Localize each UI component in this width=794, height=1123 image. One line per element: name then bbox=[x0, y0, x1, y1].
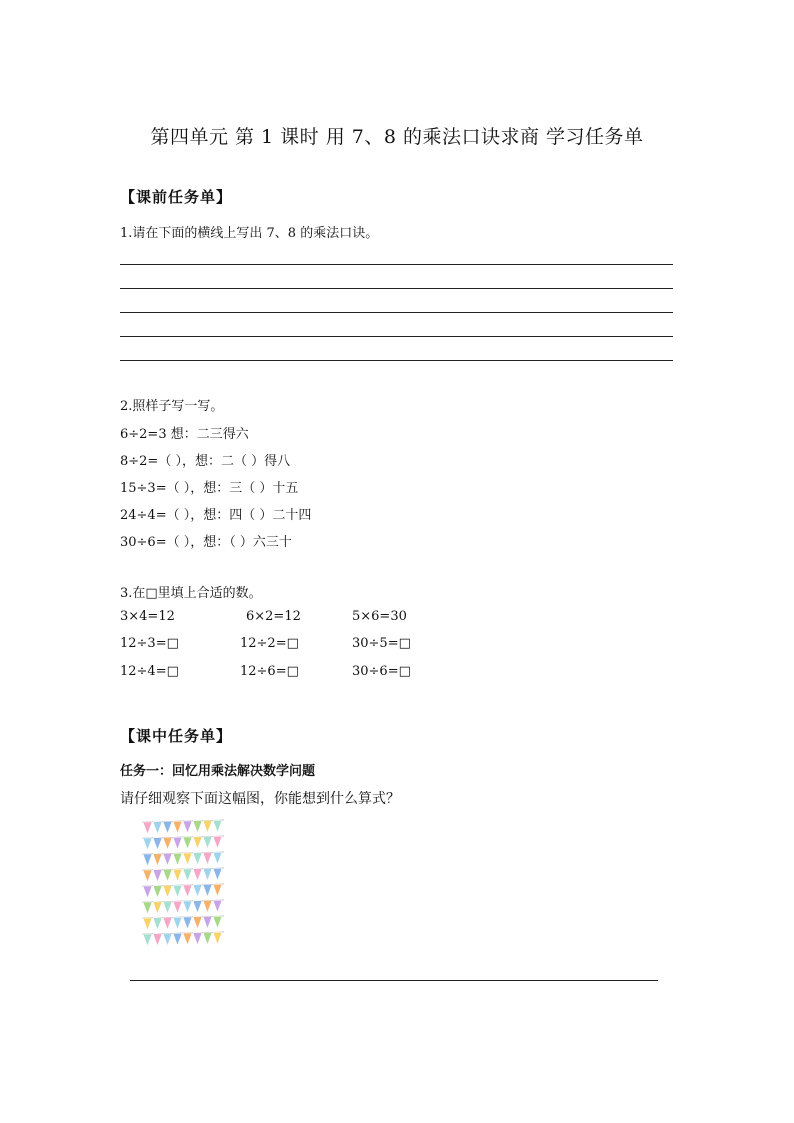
answer-line[interactable] bbox=[120, 264, 673, 265]
q2-line[interactable]: 15÷3=（ ），想：三（ ）十五 bbox=[120, 481, 299, 496]
bunting-flag bbox=[173, 853, 182, 865]
bunting-flag bbox=[153, 838, 162, 850]
bunting-flag bbox=[173, 821, 182, 833]
question-3: 3.在□里填上合适的数。 bbox=[120, 586, 262, 601]
in-class-heading: 【课中任务单】 bbox=[120, 727, 233, 745]
bunting-flag bbox=[183, 917, 192, 929]
answer-line[interactable] bbox=[130, 980, 658, 981]
bunting-flag bbox=[213, 932, 222, 944]
answer-line[interactable] bbox=[120, 336, 673, 337]
question-1: 1.请在下面的横线上写出 7、8 的乘法口诀。 bbox=[120, 226, 379, 241]
q3-cell[interactable]: 30÷5=□ bbox=[352, 636, 411, 651]
q3-cell: 6×2=12 bbox=[246, 609, 301, 624]
bunting-flag bbox=[143, 934, 152, 946]
bunting-flag bbox=[183, 869, 192, 881]
bunting-flag bbox=[183, 821, 192, 833]
bunting-flag bbox=[143, 870, 152, 882]
bunting-flag bbox=[203, 933, 212, 945]
bunting-flag bbox=[213, 852, 222, 864]
bunting-flag bbox=[183, 901, 192, 913]
bunting-flag bbox=[163, 822, 172, 834]
bunting-flag bbox=[183, 885, 192, 897]
bunting-flag bbox=[203, 869, 212, 881]
bunting-flag bbox=[163, 854, 172, 866]
answer-line[interactable] bbox=[120, 360, 673, 361]
bunting-flag bbox=[143, 902, 152, 914]
bunting-flag bbox=[183, 933, 192, 945]
q3-cell[interactable]: 12÷4=□ bbox=[120, 664, 179, 679]
task1-prompt: 请仔细观察下面这幅图，你能想到什么算式？ bbox=[120, 791, 400, 807]
bunting-string bbox=[142, 868, 224, 882]
bunting-flag bbox=[173, 837, 182, 849]
bunting-flag bbox=[203, 901, 212, 913]
bunting-flag bbox=[143, 854, 152, 866]
bunting-flag bbox=[213, 836, 222, 848]
bunting-flag bbox=[163, 870, 172, 882]
bunting-flag bbox=[163, 838, 172, 850]
bunting-flag bbox=[213, 884, 222, 896]
bunting-string bbox=[142, 852, 224, 866]
bunting-flag bbox=[173, 901, 182, 913]
bunting-flag bbox=[193, 837, 202, 849]
bunting-flag bbox=[153, 854, 162, 866]
q2-line[interactable]: 8÷2=（ ），想：二（ ）得八 bbox=[120, 454, 291, 469]
q3-cell[interactable]: 12÷6=□ bbox=[240, 664, 299, 679]
bunting-flag bbox=[163, 918, 172, 930]
bunting-flag bbox=[143, 918, 152, 930]
bunting-flag bbox=[213, 820, 222, 832]
q2-line[interactable]: 24÷4=（ ），想：四（ ）二十四 bbox=[120, 508, 312, 523]
bunting-flag bbox=[213, 868, 222, 880]
bunting-flag bbox=[153, 822, 162, 834]
bunting-flag bbox=[173, 869, 182, 881]
bunting-flag bbox=[173, 917, 182, 929]
bunting-flag bbox=[163, 902, 172, 914]
bunting-flag bbox=[183, 853, 192, 865]
q3-cell[interactable]: 12÷2=□ bbox=[240, 636, 299, 651]
bunting-flag bbox=[153, 918, 162, 930]
bunting-flag bbox=[163, 934, 172, 946]
task1-title: 任务一：回忆用乘法解决数学问题 bbox=[120, 764, 316, 779]
bunting-flag bbox=[193, 869, 202, 881]
bunting-flag bbox=[213, 900, 222, 912]
bunting-flag bbox=[153, 870, 162, 882]
pre-class-heading: 【课前任务单】 bbox=[120, 188, 233, 206]
bunting-flag bbox=[183, 837, 192, 849]
q3-cell: 3×4=12 bbox=[120, 609, 175, 624]
bunting-flag bbox=[193, 901, 202, 913]
answer-line[interactable] bbox=[120, 312, 673, 313]
bunting-string bbox=[142, 884, 224, 898]
bunting-flag bbox=[163, 886, 172, 898]
question-2: 2.照样子写一写。 bbox=[120, 399, 224, 414]
q2-line[interactable]: 30÷6=（ ），想：（ ）六三十 bbox=[120, 535, 292, 550]
bunting-flag bbox=[143, 886, 152, 898]
bunting-flag bbox=[203, 821, 212, 833]
bunting-string bbox=[142, 836, 224, 850]
q3-cell[interactable]: 12÷3=□ bbox=[120, 636, 179, 651]
q3-cell: 5×6=30 bbox=[352, 609, 407, 624]
bunting-flag bbox=[203, 885, 212, 897]
bunting-string bbox=[142, 820, 224, 834]
q3-cell[interactable]: 30÷6=□ bbox=[352, 664, 411, 679]
bunting-flag bbox=[193, 933, 202, 945]
bunting-flag bbox=[153, 886, 162, 898]
bunting-flag bbox=[173, 933, 182, 945]
bunting-flag bbox=[193, 821, 202, 833]
bunting-flag bbox=[203, 853, 212, 865]
bunting-flag bbox=[213, 916, 222, 928]
bunting-flag bbox=[193, 917, 202, 929]
bunting-flag bbox=[153, 902, 162, 914]
bunting-flag bbox=[143, 822, 152, 834]
bunting-flag bbox=[193, 853, 202, 865]
bunting-flag bbox=[153, 934, 162, 946]
bunting-flag bbox=[203, 917, 212, 929]
bunting-string bbox=[142, 916, 224, 930]
page-title: 第四单元 第 1 课时 用 7、8 的乘法口诀求商 学习任务单 bbox=[150, 126, 644, 148]
bunting-flags-illustration bbox=[140, 818, 230, 953]
bunting-flag bbox=[203, 837, 212, 849]
bunting-string bbox=[142, 932, 224, 946]
bunting-flag bbox=[143, 838, 152, 850]
answer-line[interactable] bbox=[120, 288, 673, 289]
bunting-string bbox=[142, 900, 224, 914]
bunting-flag bbox=[193, 885, 202, 897]
bunting-flag bbox=[173, 885, 182, 897]
q2-line: 6÷2=3 想：二三得六 bbox=[120, 427, 249, 442]
